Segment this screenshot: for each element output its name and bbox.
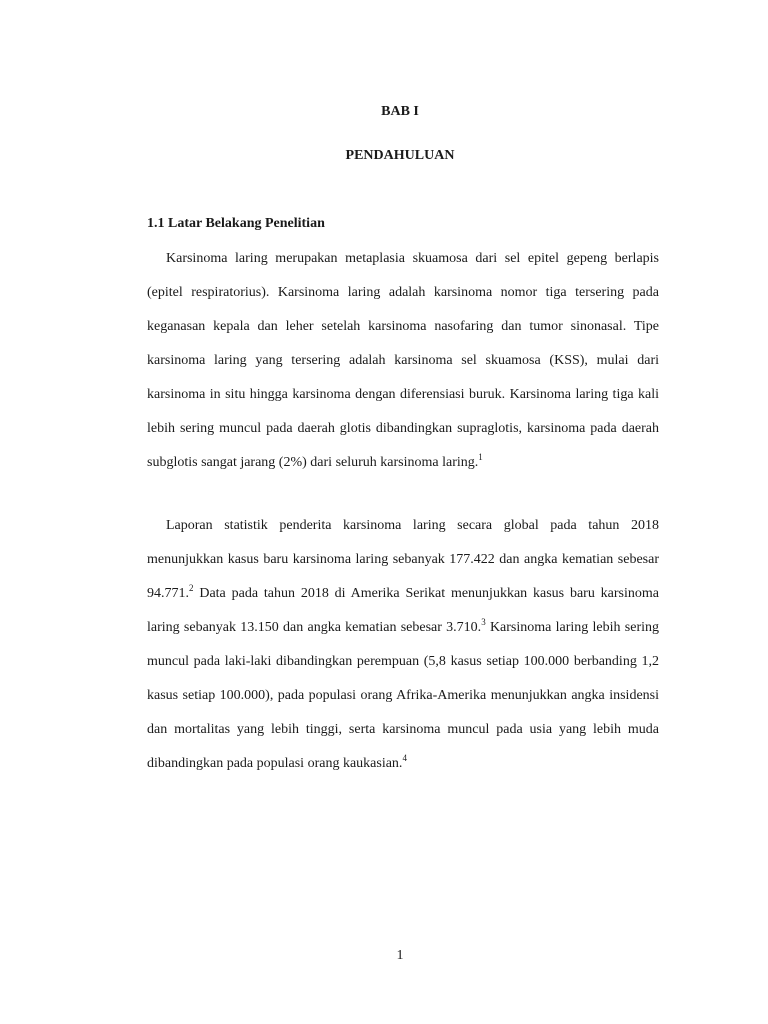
footnote-ref-1: 1 bbox=[478, 452, 483, 462]
section-heading: 1.1 Latar Belakang Penelitian bbox=[147, 216, 325, 231]
paragraph-2-text-a: Laporan statistik penderita karsinoma laring secara global pada tahun 2018 menunjukkan kasus baru karsinoma laring sebanyak 177.422 dan angka kematian sebesar 94.771. bbox=[147, 518, 659, 601]
footnote-ref-4: 4 bbox=[402, 753, 407, 763]
footnote-ref-2: 2 bbox=[189, 583, 194, 593]
chapter-title: PENDAHULUAN bbox=[345, 148, 455, 163]
paragraph-2-text-c: Karsinoma laring lebih sering muncul pada laki-laki dibandingkan perempuan (5,8 kasus setiap 100.000 berbanding 1,2 kasus setiap 100.000), pada populasi orang Afrika-Amerika menunjukkan angka insidensi dan mortalitas yang lebih tinggi, serta karsinoma muncul pada usia yang lebih muda dibandingkan pada populasi orang kaukasian. bbox=[147, 620, 659, 771]
paragraph-1 bbox=[147, 242, 659, 480]
paragraph-2 bbox=[147, 509, 659, 781]
page-number: 1 bbox=[396, 948, 404, 963]
paragraph-1-text: Karsinoma laring merupakan metaplasia skuamosa dari sel epitel gepeng berlapis (epitel respiratorius). Karsinoma laring adalah karsinoma nomor tiga tersering pada keganasan kepala dan leher setelah karsinoma nasofaring dan tumor sinonasal. Tipe karsinoma laring yang tersering adalah karsinoma sel skuamosa (KSS), mulai dari karsinoma in situ hingga karsinoma dengan diferensiasi buruk. Karsinoma laring tiga kali lebih sering muncul pada daerah glotis dibandingkan supraglotis, karsinoma pada daerah subglotis sangat jarang (2%) dari seluruh karsinoma laring. bbox=[147, 251, 659, 470]
footnote-ref-3: 3 bbox=[481, 617, 486, 627]
chapter-number: BAB I bbox=[381, 104, 419, 119]
paragraph-2-text-b: Data pada tahun 2018 di Amerika Serikat menunjukkan kasus baru karsinoma laring sebanyak 13.150 dan angka kematian sebesar 3.710. bbox=[147, 586, 659, 635]
